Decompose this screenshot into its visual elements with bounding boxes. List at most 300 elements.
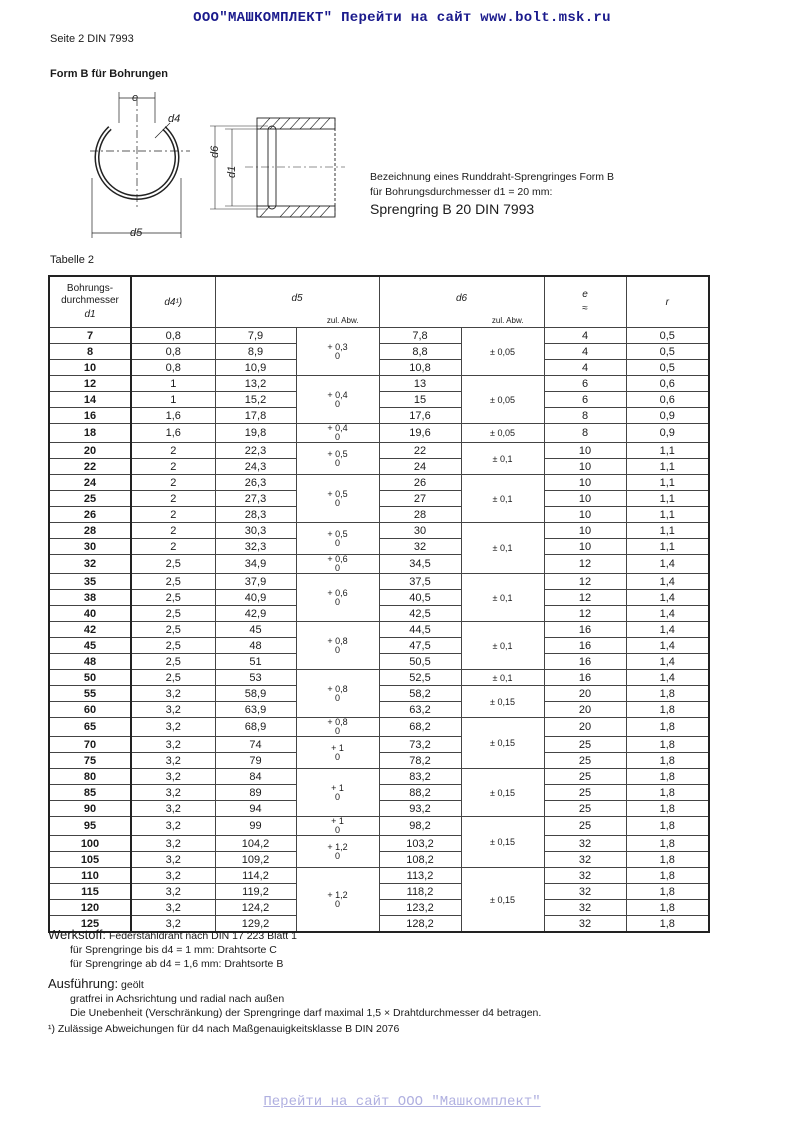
site-banner-link[interactable]: ООО"МАШКОМПЛЕКТ" Перейти на сайт www.bolt.msk.ru bbox=[193, 10, 611, 26]
cell-e: 4 bbox=[544, 360, 626, 376]
cell-d4: 3,2 bbox=[131, 836, 215, 852]
cell-d5: 22,3 bbox=[215, 443, 296, 459]
cell-e: 10 bbox=[544, 523, 626, 539]
cell-d1: 8 bbox=[49, 344, 131, 360]
cell-e: 4 bbox=[544, 344, 626, 360]
cell-d5: 27,3 bbox=[215, 491, 296, 507]
cell-r: 1,4 bbox=[626, 670, 709, 686]
cell-d6: 44,5 bbox=[379, 622, 461, 638]
cell-d1: 42 bbox=[49, 622, 131, 638]
cell-r: 1,8 bbox=[626, 785, 709, 801]
page-header: Seite 2 DIN 7993 bbox=[50, 33, 134, 45]
table-row bbox=[49, 491, 709, 507]
cell-d6: 68,2 bbox=[379, 718, 461, 737]
cell-d1: 60 bbox=[49, 702, 131, 718]
cell-d1: 110 bbox=[49, 868, 131, 884]
cell-d5-tolerance: + 0,5 0 bbox=[296, 523, 379, 555]
ausfuehrung-label: Ausführung: bbox=[48, 976, 119, 991]
cell-d4: 2 bbox=[131, 459, 215, 475]
cell-d5: 30,3 bbox=[215, 523, 296, 539]
cell-r: 1,8 bbox=[626, 836, 709, 852]
werkstoff-line-2: für Sprengringe bis d4 = 1 mm: Drahtsorte C bbox=[70, 944, 277, 956]
table-row bbox=[49, 769, 709, 785]
cell-d4: 3,2 bbox=[131, 884, 215, 900]
cell-d6: 28 bbox=[379, 507, 461, 523]
cell-d4: 3,2 bbox=[131, 852, 215, 868]
cell-d6: 108,2 bbox=[379, 852, 461, 868]
cell-e: 12 bbox=[544, 574, 626, 590]
cell-d6: 93,2 bbox=[379, 801, 461, 817]
table-row bbox=[49, 459, 709, 475]
cell-d6-tolerance: ± 0,1 bbox=[461, 670, 544, 686]
cell-r: 1,8 bbox=[626, 769, 709, 785]
table-row bbox=[49, 360, 709, 376]
cell-d1: 105 bbox=[49, 852, 131, 868]
cell-d6: 42,5 bbox=[379, 606, 461, 622]
cell-e: 12 bbox=[544, 555, 626, 574]
cell-d6: 30 bbox=[379, 523, 461, 539]
table-row bbox=[49, 555, 709, 574]
cell-d5: 68,9 bbox=[215, 718, 296, 737]
table-row bbox=[49, 686, 709, 702]
cell-d6-tolerance: ± 0,15 bbox=[461, 868, 544, 933]
cell-d4: 2,5 bbox=[131, 622, 215, 638]
cell-d5-tolerance: + 0,5 0 bbox=[296, 443, 379, 475]
table-row bbox=[49, 638, 709, 654]
cell-r: 1,1 bbox=[626, 491, 709, 507]
svg-text:d1: d1 bbox=[226, 165, 238, 178]
cell-d6-tolerance: ± 0,15 bbox=[461, 686, 544, 718]
cell-r: 1,4 bbox=[626, 638, 709, 654]
table-row bbox=[49, 376, 709, 392]
cell-d4: 1 bbox=[131, 376, 215, 392]
cell-d6-tolerance: ± 0,05 bbox=[461, 376, 544, 424]
table-row bbox=[49, 590, 709, 606]
cell-e: 6 bbox=[544, 376, 626, 392]
cell-d6-tolerance: ± 0,15 bbox=[461, 817, 544, 868]
cell-e: 6 bbox=[544, 392, 626, 408]
table-row bbox=[49, 344, 709, 360]
cell-d4: 2,5 bbox=[131, 654, 215, 670]
header-d4: d4¹) bbox=[131, 276, 215, 328]
table-row bbox=[49, 606, 709, 622]
cell-e: 16 bbox=[544, 638, 626, 654]
cell-d6: 58,2 bbox=[379, 686, 461, 702]
cell-d1: 95 bbox=[49, 817, 131, 836]
cell-d6: 73,2 bbox=[379, 737, 461, 753]
cell-d1: 22 bbox=[49, 459, 131, 475]
werkstoff-label: Werkstoff: bbox=[48, 927, 107, 942]
cell-e: 25 bbox=[544, 737, 626, 753]
cell-d5: 114,2 bbox=[215, 868, 296, 884]
cell-d4: 3,2 bbox=[131, 801, 215, 817]
cell-d6: 103,2 bbox=[379, 836, 461, 852]
table-row bbox=[49, 868, 709, 884]
svg-text:d4: d4 bbox=[168, 113, 181, 125]
cell-r: 1,1 bbox=[626, 459, 709, 475]
cell-d5: 94 bbox=[215, 801, 296, 817]
cell-e: 8 bbox=[544, 408, 626, 424]
cell-d5: 24,3 bbox=[215, 459, 296, 475]
cell-d4: 2,5 bbox=[131, 606, 215, 622]
cell-d6: 113,2 bbox=[379, 868, 461, 884]
footnote: ¹) Zulässige Abweichungen für d4 nach Maßgenauigkeitsklasse B DIN 2076 bbox=[48, 1023, 400, 1035]
cell-d5: 7,9 bbox=[215, 328, 296, 344]
table-row bbox=[49, 817, 709, 836]
cell-d6: 63,2 bbox=[379, 702, 461, 718]
table-row bbox=[49, 801, 709, 817]
cell-e: 16 bbox=[544, 670, 626, 686]
cell-d4: 2 bbox=[131, 523, 215, 539]
cell-r: 1,1 bbox=[626, 523, 709, 539]
cell-d5: 119,2 bbox=[215, 884, 296, 900]
cell-d6-tolerance: ± 0,1 bbox=[461, 523, 544, 574]
designation-example: Sprengring B 20 DIN 7993 bbox=[370, 201, 535, 217]
cell-r: 0,5 bbox=[626, 360, 709, 376]
cell-d5: 79 bbox=[215, 753, 296, 769]
cell-d5: 129,2 bbox=[215, 916, 296, 933]
cell-d6: 26 bbox=[379, 475, 461, 491]
cell-d4: 2,5 bbox=[131, 574, 215, 590]
cell-d4: 3,2 bbox=[131, 868, 215, 884]
cell-r: 1,8 bbox=[626, 753, 709, 769]
cell-d6-tolerance: ± 0,1 bbox=[461, 622, 544, 670]
cell-d5: 58,9 bbox=[215, 686, 296, 702]
cell-d4: 1,6 bbox=[131, 408, 215, 424]
cell-d4: 3,2 bbox=[131, 916, 215, 933]
cell-d5: 99 bbox=[215, 817, 296, 836]
table-row bbox=[49, 507, 709, 523]
cell-e: 20 bbox=[544, 686, 626, 702]
cell-d5: 10,9 bbox=[215, 360, 296, 376]
cell-d5: 74 bbox=[215, 737, 296, 753]
cell-d1: 80 bbox=[49, 769, 131, 785]
cell-r: 1,8 bbox=[626, 718, 709, 737]
table-row bbox=[49, 539, 709, 555]
cell-r: 1,4 bbox=[626, 622, 709, 638]
table-row bbox=[49, 622, 709, 638]
cell-d5: 48 bbox=[215, 638, 296, 654]
cell-r: 1,8 bbox=[626, 900, 709, 916]
cell-e: 32 bbox=[544, 900, 626, 916]
cell-d5: 15,2 bbox=[215, 392, 296, 408]
cell-r: 1,8 bbox=[626, 801, 709, 817]
cell-d1: 50 bbox=[49, 670, 131, 686]
table-row bbox=[49, 702, 709, 718]
cell-d1: 85 bbox=[49, 785, 131, 801]
cell-e: 10 bbox=[544, 443, 626, 459]
table-row bbox=[49, 443, 709, 459]
header-r: r bbox=[626, 276, 709, 328]
cell-d5: 53 bbox=[215, 670, 296, 686]
cell-d6: 78,2 bbox=[379, 753, 461, 769]
cell-d4: 2,5 bbox=[131, 638, 215, 654]
cell-d6: 19,6 bbox=[379, 424, 461, 443]
cell-d5-tolerance: + 0,8 0 bbox=[296, 718, 379, 737]
cell-d1: 10 bbox=[49, 360, 131, 376]
cell-d6: 22 bbox=[379, 443, 461, 459]
cell-d6: 98,2 bbox=[379, 817, 461, 836]
cell-e: 12 bbox=[544, 606, 626, 622]
ausfuehrung-line-3: Die Unebenheit (Verschränkung) der Sprengringe darf maximal 1,5 × Drahtdurchmesser d4 betragen. bbox=[70, 1007, 542, 1019]
cell-d6: 50,5 bbox=[379, 654, 461, 670]
cell-d5: 104,2 bbox=[215, 836, 296, 852]
notes-section bbox=[48, 928, 748, 1036]
cell-e: 16 bbox=[544, 622, 626, 638]
ausfuehrung-text: geölt bbox=[121, 979, 144, 991]
cell-d6: 8,8 bbox=[379, 344, 461, 360]
cell-r: 0,9 bbox=[626, 424, 709, 443]
werkstoff-text: Federstahldraht nach DIN 17 223 Blatt 1 bbox=[108, 930, 297, 942]
form-title: Form B für Bohrungen bbox=[50, 68, 168, 80]
cell-r: 1,1 bbox=[626, 507, 709, 523]
cell-d5: 13,2 bbox=[215, 376, 296, 392]
table-row bbox=[49, 718, 709, 737]
footer-site-link[interactable]: Перейти на сайт ООО "Машкомплект" bbox=[263, 1094, 541, 1110]
cell-d1: 18 bbox=[49, 424, 131, 443]
cell-e: 32 bbox=[544, 884, 626, 900]
cell-r: 1,8 bbox=[626, 884, 709, 900]
cell-d1: 38 bbox=[49, 590, 131, 606]
cell-e: 10 bbox=[544, 539, 626, 555]
cell-d1: 28 bbox=[49, 523, 131, 539]
cell-d4: 2 bbox=[131, 491, 215, 507]
cell-r: 1,4 bbox=[626, 555, 709, 574]
cell-d1: 32 bbox=[49, 555, 131, 574]
cell-d4: 1 bbox=[131, 392, 215, 408]
cell-d5-tolerance: + 0,4 0 bbox=[296, 376, 379, 424]
cell-d6-tolerance: ± 0,1 bbox=[461, 475, 544, 523]
cell-r: 1,4 bbox=[626, 590, 709, 606]
cell-d5: 8,9 bbox=[215, 344, 296, 360]
table-row bbox=[49, 852, 709, 868]
cell-d4: 3,2 bbox=[131, 718, 215, 737]
cell-d4: 3,2 bbox=[131, 686, 215, 702]
header-e: e ≈ bbox=[544, 276, 626, 328]
cell-d1: 26 bbox=[49, 507, 131, 523]
cell-d6: 15 bbox=[379, 392, 461, 408]
cell-d5: 84 bbox=[215, 769, 296, 785]
werkstoff-line-3: für Sprengringe ab d4 = 1,6 mm: Drahtsorte B bbox=[70, 958, 284, 970]
cell-d5: 89 bbox=[215, 785, 296, 801]
cell-d4: 2,5 bbox=[131, 590, 215, 606]
cell-e: 12 bbox=[544, 590, 626, 606]
cell-d1: 7 bbox=[49, 328, 131, 344]
cell-r: 1,4 bbox=[626, 654, 709, 670]
cell-e: 25 bbox=[544, 817, 626, 836]
cell-d1: 45 bbox=[49, 638, 131, 654]
cell-d1: 100 bbox=[49, 836, 131, 852]
cell-d1: 75 bbox=[49, 753, 131, 769]
cell-d6: 40,5 bbox=[379, 590, 461, 606]
cell-d1: 20 bbox=[49, 443, 131, 459]
svg-text:e: e bbox=[132, 92, 139, 104]
table-row bbox=[49, 884, 709, 900]
table-row bbox=[49, 836, 709, 852]
cell-r: 1,4 bbox=[626, 574, 709, 590]
cell-r: 1,1 bbox=[626, 443, 709, 459]
cell-d1: 24 bbox=[49, 475, 131, 491]
ausfuehrung-line-2: gratfrei in Achsrichtung und radial nach außen bbox=[70, 993, 285, 1005]
cell-e: 32 bbox=[544, 868, 626, 884]
cell-d1: 35 bbox=[49, 574, 131, 590]
cell-d5: 63,9 bbox=[215, 702, 296, 718]
cell-e: 25 bbox=[544, 769, 626, 785]
cell-d5-tolerance: + 0,8 0 bbox=[296, 670, 379, 718]
table-row bbox=[49, 408, 709, 424]
cell-r: 0,5 bbox=[626, 328, 709, 344]
cell-d5: 34,9 bbox=[215, 555, 296, 574]
cell-d5: 124,2 bbox=[215, 900, 296, 916]
cell-d1: 115 bbox=[49, 884, 131, 900]
cell-r: 0,9 bbox=[626, 408, 709, 424]
cell-d5-tolerance: + 0,4 0 bbox=[296, 424, 379, 443]
cell-e: 32 bbox=[544, 852, 626, 868]
designation-block bbox=[370, 170, 614, 217]
dimensions-table bbox=[48, 275, 710, 933]
cell-d5: 37,9 bbox=[215, 574, 296, 590]
table-row bbox=[49, 574, 709, 590]
cell-d4: 2 bbox=[131, 475, 215, 491]
cell-d6: 10,8 bbox=[379, 360, 461, 376]
cell-d5: 19,8 bbox=[215, 424, 296, 443]
table-row bbox=[49, 670, 709, 686]
cell-d4: 2 bbox=[131, 539, 215, 555]
table-row bbox=[49, 900, 709, 916]
cell-r: 1,1 bbox=[626, 539, 709, 555]
svg-text:d5: d5 bbox=[130, 227, 143, 239]
cell-r: 1,8 bbox=[626, 852, 709, 868]
cell-d6: 17,6 bbox=[379, 408, 461, 424]
cell-r: 1,8 bbox=[626, 817, 709, 836]
table-row bbox=[49, 475, 709, 491]
cell-d6: 47,5 bbox=[379, 638, 461, 654]
cell-d5: 42,9 bbox=[215, 606, 296, 622]
cell-d4: 3,2 bbox=[131, 737, 215, 753]
cell-d6: 13 bbox=[379, 376, 461, 392]
cell-d5: 32,3 bbox=[215, 539, 296, 555]
cell-d6: 32 bbox=[379, 539, 461, 555]
cell-d1: 70 bbox=[49, 737, 131, 753]
cell-d6: 37,5 bbox=[379, 574, 461, 590]
cell-e: 4 bbox=[544, 328, 626, 344]
table-row bbox=[49, 785, 709, 801]
snap-ring-drawing bbox=[60, 88, 360, 248]
cell-d6-tolerance: ± 0,15 bbox=[461, 718, 544, 769]
cell-d6: 118,2 bbox=[379, 884, 461, 900]
cell-d4: 3,2 bbox=[131, 769, 215, 785]
cell-d5: 40,9 bbox=[215, 590, 296, 606]
cell-d4: 3,2 bbox=[131, 753, 215, 769]
cell-r: 0,6 bbox=[626, 376, 709, 392]
cell-d1: 125 bbox=[49, 916, 131, 933]
designation-line-2: für Bohrungsdurchmesser d1 = 20 mm: bbox=[370, 186, 553, 198]
cell-d1: 55 bbox=[49, 686, 131, 702]
cell-d4: 3,2 bbox=[131, 702, 215, 718]
cell-d4: 1,6 bbox=[131, 424, 215, 443]
cell-e: 20 bbox=[544, 702, 626, 718]
header-d1: Bohrungs- durchmesser d1 bbox=[49, 276, 131, 328]
cell-e: 10 bbox=[544, 507, 626, 523]
cell-r: 1,4 bbox=[626, 606, 709, 622]
cell-d6: 128,2 bbox=[379, 916, 461, 933]
cell-d1: 65 bbox=[49, 718, 131, 737]
cell-r: 1,8 bbox=[626, 702, 709, 718]
cell-d6-tolerance: ± 0,05 bbox=[461, 424, 544, 443]
cell-e: 10 bbox=[544, 491, 626, 507]
cell-r: 0,5 bbox=[626, 344, 709, 360]
cell-d6: 34,5 bbox=[379, 555, 461, 574]
cell-d4: 3,2 bbox=[131, 900, 215, 916]
cell-d4: 2,5 bbox=[131, 670, 215, 686]
cell-d5-tolerance: + 0,6 0 bbox=[296, 574, 379, 622]
cell-d5: 17,8 bbox=[215, 408, 296, 424]
cell-r: 1,8 bbox=[626, 916, 709, 933]
designation-line-1: Bezeichnung eines Runddraht-Sprengringes Form B bbox=[370, 171, 614, 183]
cell-d5: 26,3 bbox=[215, 475, 296, 491]
cell-d1: 14 bbox=[49, 392, 131, 408]
cell-e: 32 bbox=[544, 916, 626, 933]
cell-d5-tolerance: + 1 0 bbox=[296, 817, 379, 836]
cell-d6: 83,2 bbox=[379, 769, 461, 785]
cell-d1: 12 bbox=[49, 376, 131, 392]
cell-d6-tolerance: ± 0,05 bbox=[461, 328, 544, 376]
cell-d4: 0,8 bbox=[131, 328, 215, 344]
cell-d6: 52,5 bbox=[379, 670, 461, 686]
header-d5: d5 zul. Abw. bbox=[215, 276, 379, 328]
cell-r: 1,1 bbox=[626, 475, 709, 491]
cell-d1: 90 bbox=[49, 801, 131, 817]
cell-e: 25 bbox=[544, 785, 626, 801]
header-d6: d6 zul. Abw. bbox=[379, 276, 544, 328]
table-row bbox=[49, 523, 709, 539]
table-row bbox=[49, 753, 709, 769]
cell-d4: 3,2 bbox=[131, 817, 215, 836]
cell-d5-tolerance: + 1,2 0 bbox=[296, 868, 379, 933]
cell-d1: 16 bbox=[49, 408, 131, 424]
cell-e: 10 bbox=[544, 459, 626, 475]
table-row bbox=[49, 737, 709, 753]
cell-d4: 2 bbox=[131, 507, 215, 523]
table-row bbox=[49, 654, 709, 670]
cell-r: 1,8 bbox=[626, 737, 709, 753]
cell-d1: 25 bbox=[49, 491, 131, 507]
cell-d5-tolerance: + 0,8 0 bbox=[296, 622, 379, 670]
cell-d4: 2,5 bbox=[131, 555, 215, 574]
cell-e: 25 bbox=[544, 753, 626, 769]
cell-e: 25 bbox=[544, 801, 626, 817]
cell-d5-tolerance: + 0,3 0 bbox=[296, 328, 379, 376]
cell-d4: 2 bbox=[131, 443, 215, 459]
cell-r: 1,8 bbox=[626, 686, 709, 702]
cell-d6: 88,2 bbox=[379, 785, 461, 801]
cell-d5-tolerance: + 1 0 bbox=[296, 769, 379, 817]
cell-e: 16 bbox=[544, 654, 626, 670]
cell-d6: 7,8 bbox=[379, 328, 461, 344]
table-row bbox=[49, 392, 709, 408]
cell-d6: 24 bbox=[379, 459, 461, 475]
cell-d4: 0,8 bbox=[131, 344, 215, 360]
cell-e: 8 bbox=[544, 424, 626, 443]
cell-d5-tolerance: + 0,5 0 bbox=[296, 475, 379, 523]
cell-d1: 120 bbox=[49, 900, 131, 916]
cell-r: 0,6 bbox=[626, 392, 709, 408]
cell-d6-tolerance: ± 0,1 bbox=[461, 443, 544, 475]
cell-e: 20 bbox=[544, 718, 626, 737]
cell-d6: 123,2 bbox=[379, 900, 461, 916]
cell-d1: 48 bbox=[49, 654, 131, 670]
table-caption: Tabelle 2 bbox=[50, 254, 95, 266]
